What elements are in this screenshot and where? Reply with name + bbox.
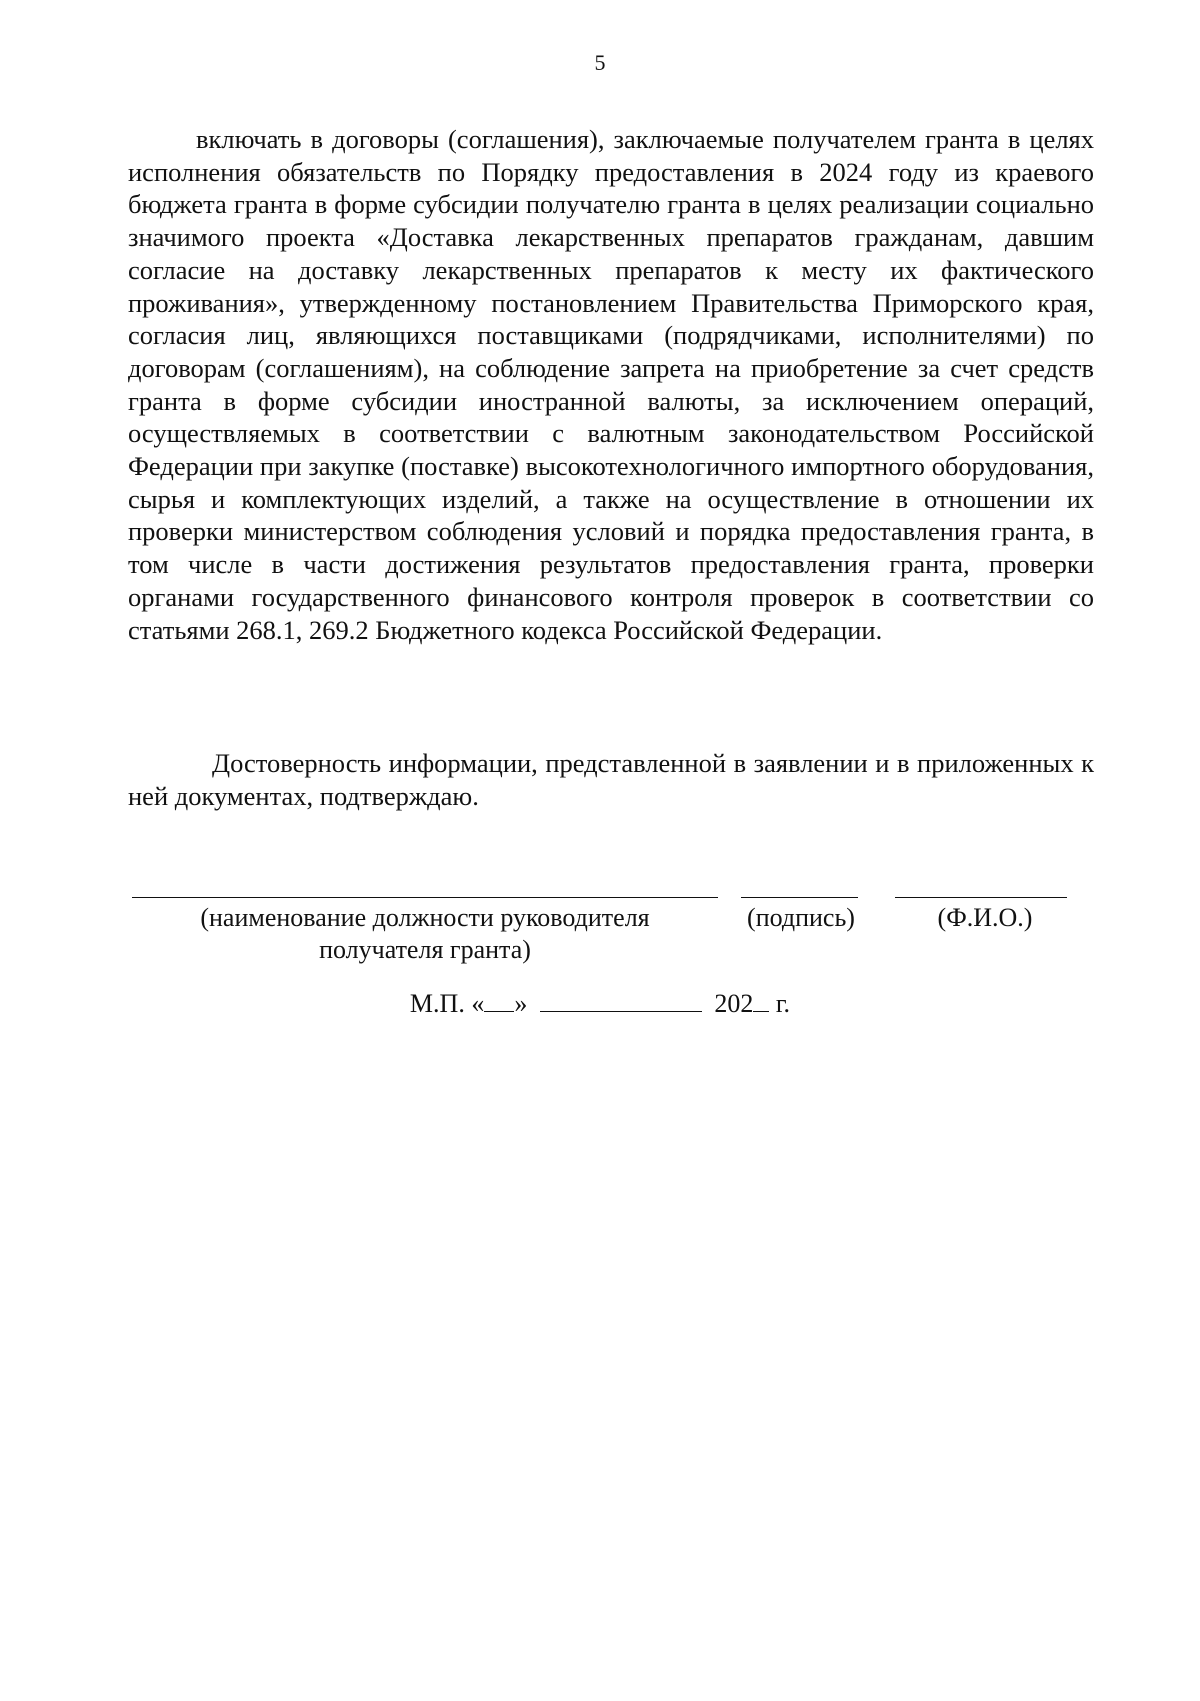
page-number: 5	[594, 50, 606, 75]
position-caption-line2: получателя гранта)	[319, 935, 531, 964]
position-signature-line	[132, 897, 718, 898]
year-suffix: г.	[775, 989, 791, 1018]
position-caption	[160, 902, 690, 966]
position-caption-line1: (наименование должности руководителя	[200, 903, 650, 932]
quote-close: »	[514, 989, 528, 1018]
stamp-label: М.П.	[409, 989, 465, 1018]
quote-open: «	[471, 989, 485, 1018]
fio-signature-line	[895, 897, 1067, 898]
signature-line	[741, 897, 858, 898]
signature-caption: (подпись)	[747, 903, 855, 932]
consent-paragraph: включать в договоры (соглашения), заключаемые получателем гранта в целях исполнения обязательств по Порядку предоставления в 2024 году из краевого бюджета гранта в форме субсидии получателю гранта в целях реализации социально значимого проекта «Доставка лекарственных препаратов гражданам, давшим согласие на доставку лекарственных препаратов к месту их фактического проживания», утвержденному постановлением Правительства Приморского края, согласия лиц, являющихся поставщиками (подрядчиками, исполнителями) по договорам (соглашениям), на соблюдение запрета на приобретение за счет средств гранта в форме субсидии иностранной валюты, за исключением операций, осуществляемых в соответствии с валютным законодательством Российской Федерации при закупке (поставке) высокотехнологичного импортного оборудования, сырья и комплектующих изделий, а также на осуществление в отношении их проверки министерством соблюдения условий и порядка предоставления гранта, в том числе в части достижения результатов предоставления гранта, проверки органами государственного финансового контроля проверок в соответствии со статьями 268.1, 269.2 Бюджетного кодекса Российской Федерации.	[128, 124, 1094, 645]
confirmation-paragraph: Достоверность информации, представленной в заявлении и в приложенных к ней документах, подтверждаю.	[128, 748, 1094, 811]
day-blank	[484, 989, 514, 1012]
year-blank	[753, 989, 769, 1012]
fio-caption: (Ф.И.О.)	[937, 903, 1033, 932]
month-blank	[540, 989, 702, 1012]
stamp-date-line	[0, 988, 1200, 1020]
year-prefix: 202	[714, 989, 754, 1018]
